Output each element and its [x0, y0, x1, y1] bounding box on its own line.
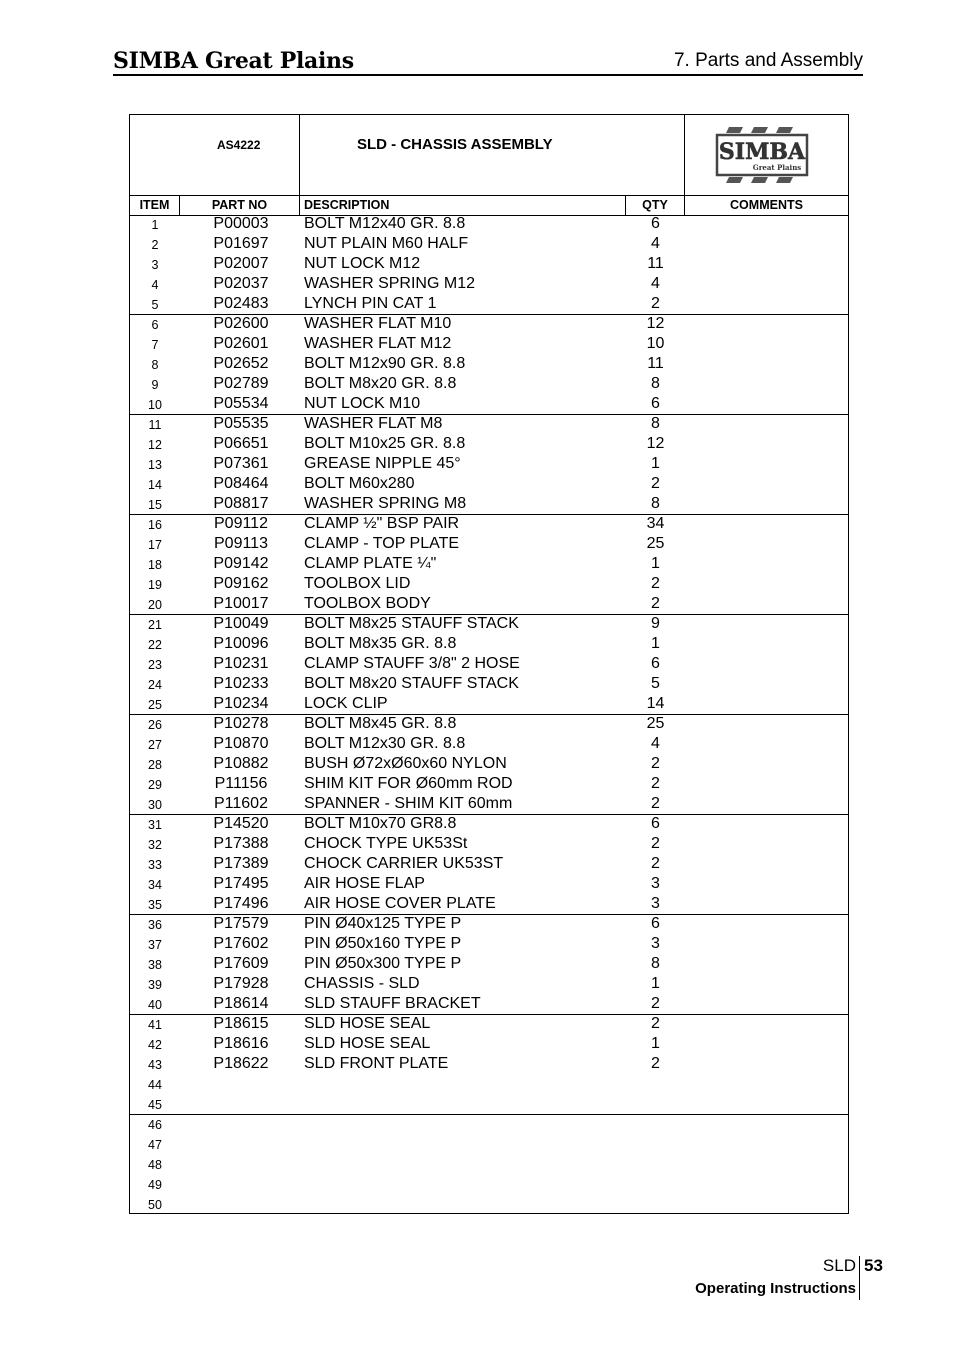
- table-row: [130, 855, 848, 875]
- part-number: P10234: [213, 695, 269, 712]
- item-number: 48: [148, 1158, 162, 1172]
- item-number: 40: [148, 998, 162, 1012]
- part-description: WASHER FLAT M10: [304, 315, 452, 332]
- assembly-title: SLD - CHASSIS ASSEMBLY: [357, 136, 553, 153]
- table-row: [130, 1035, 848, 1055]
- part-number: P02483: [213, 295, 269, 312]
- part-quantity: 10: [646, 335, 665, 352]
- part-description: BOLT M8x25 STAUFF STACK: [304, 615, 519, 632]
- part-number: P17496: [213, 895, 269, 912]
- part-number: P01697: [213, 235, 269, 252]
- section-title: 7. Parts and Assembly: [673, 50, 863, 71]
- part-number: P18616: [213, 1035, 269, 1052]
- part-description: PIN Ø40x125 TYPE P: [304, 915, 462, 932]
- part-quantity: 2: [651, 575, 660, 592]
- table-row: [130, 575, 848, 595]
- part-number: P11602: [214, 795, 268, 812]
- item-number: 49: [148, 1178, 162, 1192]
- item-number: 14: [148, 478, 162, 492]
- table-row: [130, 595, 848, 615]
- part-quantity: 2: [651, 295, 660, 312]
- logo-cell: [685, 115, 848, 195]
- item-number: 3: [151, 258, 159, 272]
- assembly-code: AS4222: [217, 138, 261, 152]
- table-row: [130, 335, 848, 355]
- part-description: BOLT M12x30 GR. 8.8: [304, 735, 466, 752]
- part-description: CHOCK CARRIER UK53ST: [304, 855, 504, 872]
- item-number: 4: [151, 278, 159, 292]
- part-description: WASHER SPRING M8: [304, 495, 467, 512]
- item-number: 47: [148, 1138, 162, 1152]
- column-header-comments: COMMENTS: [730, 198, 803, 212]
- part-number: P17579: [213, 915, 269, 932]
- part-description: BOLT M60x280: [304, 475, 415, 492]
- part-description: TOOLBOX LID: [304, 575, 411, 592]
- part-quantity: 2: [651, 475, 660, 492]
- part-number: P05535: [213, 415, 269, 432]
- part-quantity: 1: [651, 975, 660, 992]
- part-number: P10017: [213, 595, 269, 612]
- part-number: P00003: [213, 215, 269, 232]
- table-row: [130, 875, 848, 895]
- table-row: [130, 995, 848, 1015]
- table-row: [130, 535, 848, 555]
- table-row: [130, 495, 848, 515]
- item-number: 22: [148, 638, 162, 652]
- table-row: [130, 1075, 848, 1095]
- column-header-description: DESCRIPTION: [300, 195, 626, 215]
- part-number: P02007: [213, 255, 269, 272]
- footer-product-code: SLD: [822, 1256, 856, 1275]
- parts-list-table: [129, 114, 849, 1214]
- part-quantity: 6: [651, 815, 660, 832]
- part-description: BOLT M12x90 GR. 8.8: [304, 355, 466, 372]
- table-row: [130, 375, 848, 395]
- part-number: P09113: [214, 535, 268, 552]
- part-quantity: 2: [651, 775, 660, 792]
- part-quantity: 11: [647, 255, 664, 272]
- part-description: CLAMP - TOP PLATE: [304, 535, 460, 552]
- table-row: [130, 315, 848, 335]
- item-number: 7: [151, 338, 159, 352]
- item-number: 15: [148, 498, 162, 512]
- item-number: 2: [151, 238, 159, 252]
- item-number: 6: [151, 318, 159, 332]
- part-quantity: 1: [651, 635, 660, 652]
- part-number: P10233: [213, 675, 269, 692]
- item-number: 19: [148, 578, 162, 592]
- table-row: [130, 915, 848, 935]
- part-quantity: 2: [651, 595, 660, 612]
- item-number: 45: [148, 1098, 162, 1112]
- item-number: 36: [148, 918, 162, 932]
- part-number: P18622: [213, 1055, 269, 1072]
- part-description: SPANNER - SHIM KIT 60mm: [304, 795, 513, 812]
- simba-logo: [715, 127, 809, 183]
- item-number: 9: [151, 378, 159, 392]
- part-quantity: 9: [651, 615, 660, 632]
- item-number: 39: [148, 978, 162, 992]
- part-quantity: 2: [651, 835, 660, 852]
- table-row: [130, 395, 848, 415]
- part-number: P10096: [213, 635, 269, 652]
- part-description: AIR HOSE FLAP: [304, 875, 425, 892]
- part-quantity: 6: [651, 915, 660, 932]
- part-number: P18615: [213, 1015, 269, 1032]
- part-quantity: 14: [646, 695, 665, 712]
- part-description: SLD HOSE SEAL: [304, 1035, 431, 1052]
- part-number: P10278: [213, 715, 269, 732]
- part-description: PIN Ø50x160 TYPE P: [304, 935, 462, 952]
- table-row: [130, 975, 848, 995]
- part-quantity: 1: [651, 455, 660, 472]
- part-description: CLAMP ½" BSP PAIR: [304, 515, 460, 532]
- column-headers: [130, 195, 848, 216]
- part-number: P09162: [213, 575, 269, 592]
- part-quantity: 12: [646, 315, 665, 332]
- table-row: [130, 1195, 848, 1215]
- part-quantity: 8: [651, 415, 660, 432]
- table-row: [130, 415, 848, 435]
- item-number: 24: [148, 678, 162, 692]
- column-header-part-no: PART NO: [180, 195, 300, 215]
- item-number: 34: [148, 878, 162, 892]
- table-row: [130, 1175, 848, 1195]
- item-number: 38: [148, 958, 162, 972]
- part-number: P09112: [214, 515, 268, 532]
- part-description: BOLT M10x70 GR8.8: [304, 815, 457, 832]
- part-description: SLD STAUFF BRACKET: [304, 995, 481, 1012]
- item-number: 8: [151, 358, 159, 372]
- table-row: [130, 815, 848, 835]
- footer-document-title: Operating Instructions: [695, 1280, 856, 1297]
- part-quantity: 6: [651, 655, 660, 672]
- part-number: P17389: [213, 855, 269, 872]
- part-description: BUSH Ø72xØ60x60 NYLON: [304, 755, 507, 772]
- item-number: 31: [148, 818, 162, 832]
- part-quantity: 5: [651, 675, 660, 692]
- table-row: [130, 635, 848, 655]
- table-row: [130, 715, 848, 735]
- table-row: [130, 435, 848, 455]
- part-description: LOCK CLIP: [304, 695, 388, 712]
- item-number: 43: [148, 1058, 162, 1072]
- table-row: [130, 615, 848, 635]
- item-number: 16: [148, 518, 162, 532]
- item-number: 50: [148, 1198, 162, 1212]
- table-row: [130, 1055, 848, 1075]
- part-number: P17602: [213, 935, 269, 952]
- table-row: [130, 455, 848, 475]
- table-row: [130, 935, 848, 955]
- part-description: NUT PLAIN M60 HALF: [304, 235, 469, 252]
- part-quantity: 2: [651, 855, 660, 872]
- part-number: P10882: [213, 755, 269, 772]
- part-number: P17928: [213, 975, 269, 992]
- item-number: 18: [148, 558, 162, 572]
- logo-subtext: Great Plains: [752, 163, 802, 172]
- table-row: [130, 475, 848, 495]
- part-quantity: 12: [646, 435, 665, 452]
- part-description: AIR HOSE COVER PLATE: [304, 895, 496, 912]
- item-number: 46: [148, 1118, 162, 1132]
- footer-page-number: 53: [864, 1256, 883, 1275]
- part-description: WASHER FLAT M8: [304, 415, 443, 432]
- footer-divider: [859, 1256, 860, 1300]
- part-number: P08464: [213, 475, 269, 492]
- part-description: SHIM KIT FOR Ø60mm ROD: [304, 775, 513, 792]
- part-description: BOLT M8x45 GR. 8.8: [304, 715, 457, 732]
- part-description: NUT LOCK M10: [304, 395, 421, 412]
- part-number: P02037: [213, 275, 269, 292]
- item-number: 41: [148, 1018, 162, 1032]
- item-number: 5: [151, 298, 159, 312]
- part-description: BOLT M8x35 GR. 8.8: [304, 635, 457, 652]
- part-number: P17495: [213, 875, 269, 892]
- part-quantity: 1: [651, 1035, 660, 1052]
- item-number: 21: [148, 618, 162, 632]
- part-quantity: 3: [651, 875, 660, 892]
- part-number: P17388: [213, 835, 269, 852]
- item-number: 29: [148, 778, 162, 792]
- table-row: [130, 675, 848, 695]
- table-row: [130, 955, 848, 975]
- part-quantity: 25: [646, 535, 665, 552]
- part-quantity: 4: [651, 735, 660, 752]
- part-number: P10870: [213, 735, 269, 752]
- part-quantity: 25: [646, 715, 665, 732]
- column-header-item: ITEM: [130, 195, 180, 215]
- table-row: [130, 1155, 848, 1175]
- part-quantity: 6: [651, 395, 660, 412]
- part-quantity: 6: [651, 215, 660, 232]
- table-row: [130, 215, 848, 235]
- table-row: [130, 895, 848, 915]
- part-quantity: 4: [651, 235, 660, 252]
- part-quantity: 2: [651, 795, 660, 812]
- part-number: P08817: [213, 495, 269, 512]
- part-quantity: 34: [646, 515, 665, 532]
- part-description: GREASE NIPPLE 45°: [304, 455, 461, 472]
- part-number: P05534: [213, 395, 269, 412]
- part-description: CLAMP STAUFF 3/8" 2 HOSE: [304, 655, 520, 672]
- item-number: 1: [151, 218, 159, 232]
- item-number: 10: [148, 398, 162, 412]
- logo-text: SIMBA: [718, 139, 806, 165]
- item-number: 28: [148, 758, 162, 772]
- part-quantity: 8: [651, 495, 660, 512]
- table-row: [130, 795, 848, 815]
- part-description: LYNCH PIN CAT 1: [304, 295, 437, 312]
- item-number: 44: [148, 1078, 162, 1092]
- part-description: SLD FRONT PLATE: [304, 1055, 449, 1072]
- assembly-code-cell: [130, 115, 300, 195]
- part-description: CHOCK TYPE UK53St: [304, 835, 468, 852]
- item-number: 25: [148, 698, 162, 712]
- part-number: P02601: [213, 335, 269, 352]
- part-number: P10231: [213, 655, 269, 672]
- table-row: [130, 1015, 848, 1035]
- part-quantity: 11: [647, 355, 664, 372]
- table-row: [130, 755, 848, 775]
- table-row: [130, 835, 848, 855]
- table-row: [130, 1135, 848, 1155]
- part-quantity: 2: [651, 755, 660, 772]
- part-quantity: 2: [651, 995, 660, 1012]
- part-description: SLD HOSE SEAL: [304, 1015, 431, 1032]
- part-number: P02789: [213, 375, 269, 392]
- header-rule: [113, 74, 863, 76]
- part-quantity: 4: [651, 275, 660, 292]
- table-row: [130, 655, 848, 675]
- title-block: [130, 115, 848, 196]
- table-row: [130, 275, 848, 295]
- part-quantity: 8: [651, 955, 660, 972]
- part-description: WASHER SPRING M12: [304, 275, 475, 292]
- part-quantity: 2: [651, 1015, 660, 1032]
- part-number: P18614: [213, 995, 269, 1012]
- item-number: 37: [148, 938, 162, 952]
- part-number: P11156: [214, 775, 268, 792]
- column-header-qty: QTY: [626, 195, 685, 215]
- part-description: PIN Ø50x300 TYPE P: [304, 955, 462, 972]
- part-quantity: 1: [651, 555, 660, 572]
- part-description: BOLT M12x40 GR. 8.8: [304, 215, 466, 232]
- part-quantity: 3: [651, 895, 660, 912]
- item-number: 23: [148, 658, 162, 672]
- item-number: 32: [148, 838, 162, 852]
- item-number: 11: [148, 418, 162, 432]
- part-description: BOLT M8x20 STAUFF STACK: [304, 675, 519, 692]
- part-quantity: 3: [651, 935, 660, 952]
- part-number: P02600: [213, 315, 269, 332]
- part-description: CLAMP PLATE ¼": [304, 555, 437, 572]
- item-number: 30: [148, 798, 162, 812]
- part-description: WASHER FLAT M12: [304, 335, 452, 352]
- item-number: 42: [148, 1038, 162, 1052]
- table-row: [130, 255, 848, 275]
- table-row: [130, 235, 848, 255]
- part-number: P07361: [213, 455, 269, 472]
- part-description: CHASSIS - SLD: [304, 975, 420, 992]
- table-row: [130, 1115, 848, 1135]
- part-description: TOOLBOX BODY: [304, 595, 431, 612]
- table-row: [130, 295, 848, 315]
- item-number: 27: [148, 738, 162, 752]
- table-row: [130, 1095, 848, 1115]
- table-row: [130, 775, 848, 795]
- table-row: [130, 355, 848, 375]
- item-number: 12: [148, 438, 162, 452]
- part-quantity: 2: [651, 1055, 660, 1072]
- item-number: 26: [148, 718, 162, 732]
- brand-wordmark: SIMBA Great Plains: [113, 48, 354, 74]
- part-number: P02652: [213, 355, 269, 372]
- part-number: P17609: [213, 955, 269, 972]
- parts-rows: [130, 215, 848, 1215]
- part-number: P06651: [213, 435, 269, 452]
- item-number: 20: [148, 598, 162, 612]
- part-number: P14520: [213, 815, 269, 832]
- item-number: 35: [148, 898, 162, 912]
- part-number: P10049: [213, 615, 269, 632]
- part-description: NUT LOCK M12: [304, 255, 421, 272]
- part-description: BOLT M8x20 GR. 8.8: [304, 375, 457, 392]
- table-row: [130, 695, 848, 715]
- part-number: P09142: [213, 555, 269, 572]
- assembly-title-cell: [300, 115, 685, 195]
- table-row: [130, 555, 848, 575]
- item-number: 17: [148, 538, 162, 552]
- item-number: 13: [148, 458, 162, 472]
- table-row: [130, 735, 848, 755]
- part-description: BOLT M10x25 GR. 8.8: [304, 435, 466, 452]
- table-row: [130, 515, 848, 535]
- part-quantity: 8: [651, 375, 660, 392]
- item-number: 33: [148, 858, 162, 872]
